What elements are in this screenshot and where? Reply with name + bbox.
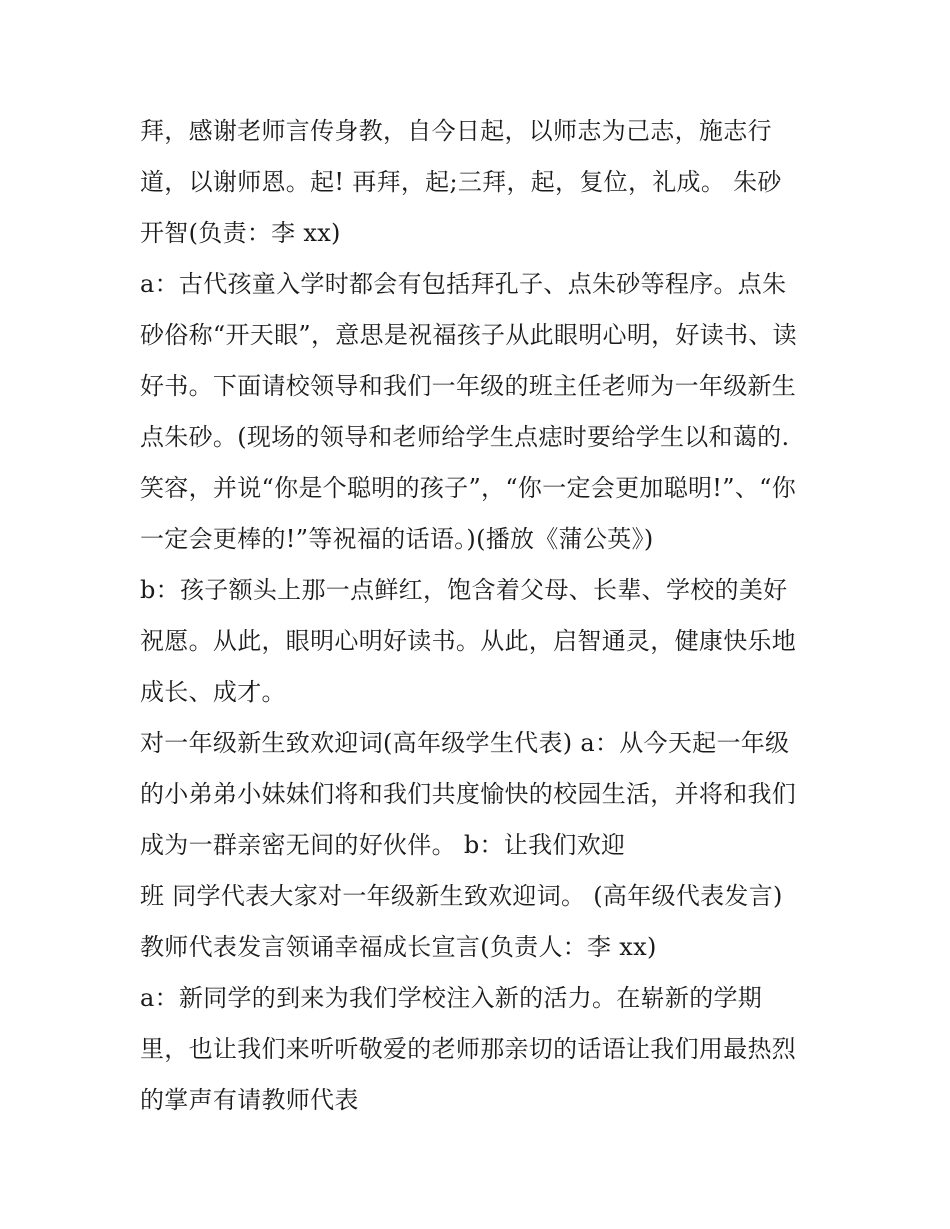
text-line-6: 好书。下面请校领导和我们一年级的班主任老师为一年级新生	[140, 372, 797, 400]
text-line-3: 开智(负责：李 xx)	[140, 219, 341, 247]
text-line-9: 一定会更棒的!”等祝福的话语。)(播放《蒲公英》)	[140, 525, 654, 553]
text-line-1: 拜，感谢老师言传身教，自今日起，以师志为己志，施志行	[140, 117, 772, 145]
text-line-16: 班 同学代表大家对一年级新生致欢迎词。 (高年级代表发言)	[140, 882, 783, 910]
text-line-2: 道，以谢师恩。起! 再拜，起;三拜，起，复位，礼成。 朱砂	[140, 168, 782, 196]
text-line-11: 祝愿。从此，眼明心明好读书。从此，启智通灵，健康快乐地	[140, 627, 797, 655]
text-line-20: 的掌声有请教师代表	[140, 1086, 359, 1114]
text-line-18: a：新同学的到来为我们学校注入新的活力。在崭新的学期	[140, 984, 763, 1012]
text-line-12: 成长、成才。	[140, 678, 286, 706]
text-line-17: 教师代表发言领诵幸福成长宣言(负责人：李 xx)	[140, 933, 657, 961]
text-line-7: 点朱砂。(现场的领导和老师给学生点痣时要给学生以和蔼的.	[140, 423, 790, 451]
text-line-13: 对一年级新生致欢迎词(高年级学生代表) a：从今天起一年级	[140, 729, 790, 757]
text-line-8: 笑容，并说“你是个聪明的孩子”，“你一定会更加聪明!”、“你	[140, 474, 796, 502]
text-line-14: 的小弟弟小妹妹们将和我们共度愉快的校园生活，并将和我们	[140, 780, 797, 808]
text-line-19: 里，也让我们来听听敬爱的老师那亲切的话语让我们用最热烈	[140, 1035, 797, 1063]
text-line-10: b：孩子额头上那一点鲜红，饱含着父母、长辈、学校的美好	[140, 576, 788, 604]
text-line-15: 成为一群亲密无间的好伙伴。 b：让我们欢迎	[140, 831, 626, 859]
text-line-4: a：古代孩童入学时都会有包括拜孔子、点朱砂等程序。点朱	[140, 270, 787, 298]
text-line-5: 砂俗称“开天眼”，意思是祝福孩子从此眼明心明，好读书、读	[140, 321, 797, 349]
